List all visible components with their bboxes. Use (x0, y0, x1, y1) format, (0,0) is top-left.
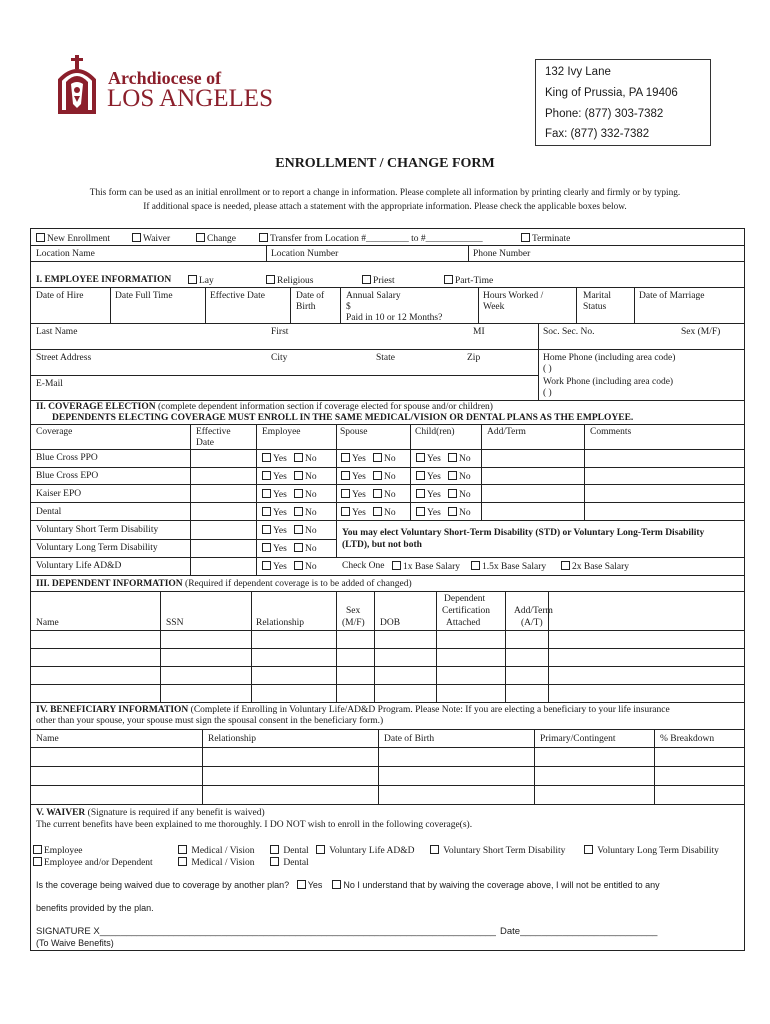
beneficiary-row[interactable] (31, 767, 743, 785)
label: No (304, 544, 317, 554)
marital-label-2: Status (583, 302, 607, 312)
std-ltd-note-2: (LTD), but not both (342, 540, 422, 550)
label: No (304, 454, 317, 464)
col-effective-2: Date (196, 438, 214, 448)
priest-option[interactable] (362, 275, 395, 287)
label: Waiver (143, 234, 171, 244)
yes-no-pair[interactable] (262, 507, 317, 519)
dep-col-cert-1: Dependent (444, 594, 486, 604)
marital-label-1: Marital (583, 291, 611, 301)
label: No (383, 508, 396, 518)
dep-col-name: Name (36, 618, 59, 628)
checkbox[interactable] (294, 525, 303, 534)
checkbox[interactable] (262, 471, 271, 480)
life-2x-option[interactable] (561, 561, 629, 573)
label: Dental (283, 846, 309, 856)
form-title: ENROLLMENT / CHANGE FORM (275, 156, 495, 171)
label: Lay (199, 276, 214, 286)
ssn-field[interactable]: Soc. Sec. No. (543, 327, 595, 337)
beneficiary-row[interactable] (31, 786, 743, 804)
waiver-medvis-emp-option[interactable] (178, 845, 254, 857)
beneficiary-row[interactable] (31, 748, 743, 766)
yes-no-pair[interactable] (341, 507, 396, 519)
yes-no-pair[interactable] (262, 561, 317, 573)
checkbox[interactable] (188, 275, 197, 284)
checkbox[interactable] (341, 489, 350, 498)
checkbox[interactable] (471, 561, 480, 570)
label: No (458, 508, 471, 518)
checkbox[interactable] (294, 561, 303, 570)
label: No (383, 490, 396, 500)
last-name-field[interactable]: Last Name (36, 327, 78, 337)
waiver-statement: The current benefits have been explained to me thoroughly. I DO NOT wish to enroll in the following coverage(s). (36, 820, 473, 830)
label: Yes (352, 472, 366, 482)
salary-label-3: Paid in 10 or 12 Months? (346, 313, 443, 323)
section-3-note: (Required if dependent coverage is to be added of changed) (182, 579, 412, 589)
label: No (383, 454, 396, 464)
section-5-heading (36, 808, 265, 819)
label: No (458, 490, 471, 500)
home-phone-field[interactable]: Home Phone (including area code) (543, 353, 676, 363)
date-of-marriage-field[interactable]: Date of Marriage (639, 291, 705, 301)
work-phone-field[interactable]: Work Phone (including area code) (543, 377, 674, 387)
org-name-line2: LOS ANGELES (107, 85, 273, 112)
dependent-row[interactable] (31, 631, 743, 648)
checkbox[interactable] (294, 471, 303, 480)
address-line-2: King of Prussia, PA 19406 (545, 87, 678, 99)
salary-label-2: $ (346, 302, 351, 312)
question-text: Is the coverage being waived due to coverage by another plan? (36, 880, 290, 890)
dob-label-1: Date of (296, 291, 325, 301)
checkbox[interactable] (448, 453, 457, 462)
yes-no-pair[interactable] (262, 543, 317, 555)
label: Yes (427, 454, 441, 464)
checkbox[interactable] (262, 561, 271, 570)
label: No (383, 472, 396, 482)
ben-col-percent: % Breakdown (660, 734, 715, 744)
yes-no-pair[interactable] (262, 471, 317, 483)
transfer-option[interactable] (259, 233, 483, 245)
waiver-vlife-option[interactable] (316, 845, 415, 857)
yes-no-pair[interactable] (416, 489, 471, 501)
label: Voluntary Long Term Disability (597, 846, 719, 856)
hours-label-2: Week (483, 302, 505, 312)
label: Yes (273, 526, 287, 536)
label: No (304, 562, 317, 572)
checkbox[interactable] (270, 857, 279, 866)
address-fax: Fax: (877) 332-7382 (545, 128, 650, 140)
label: Yes (352, 454, 366, 464)
signature-line[interactable]: SIGNATURE X___________________________________________________________________________ (36, 926, 496, 937)
yes-no-pair[interactable] (341, 453, 396, 465)
yes-no-pair[interactable] (341, 489, 396, 501)
label: Yes (352, 490, 366, 500)
label: No (304, 526, 317, 536)
yes-no-pair[interactable] (262, 525, 317, 537)
ben-col-name: Name (36, 734, 59, 744)
dependent-row[interactable] (31, 649, 743, 666)
dependent-row[interactable] (31, 685, 743, 702)
label: Yes (273, 544, 287, 554)
checkbox[interactable] (561, 561, 570, 570)
dep-col-addterm-2: (A/T) (521, 618, 543, 628)
label: No (304, 472, 317, 482)
phone-number-field[interactable]: Phone Number (473, 249, 531, 259)
label: Medical / Vision (191, 846, 255, 856)
checkbox[interactable] (262, 453, 271, 462)
yes-no-pair[interactable] (262, 453, 317, 465)
label: No (458, 472, 471, 482)
other-plan-tail: benefits provided by the plan. (36, 903, 154, 913)
dep-col-relationship: Relationship (256, 618, 305, 628)
label: Yes (273, 472, 287, 482)
label: Yes (427, 508, 441, 518)
checkbox[interactable] (444, 275, 453, 284)
dep-col-ssn: SSN (166, 618, 184, 628)
checkbox[interactable] (262, 489, 271, 498)
ben-col-relationship: Relationship (208, 734, 257, 744)
waiver-option[interactable] (132, 233, 170, 245)
coverage-row-label: Dental (36, 507, 62, 517)
checkbox[interactable] (132, 233, 141, 242)
section-3-title: III. DEPENDENT INFORMATION (36, 579, 183, 589)
first-name-field[interactable]: First (271, 327, 289, 337)
label: Employee and/or Dependent (44, 858, 153, 868)
check-one-label: Check One (342, 561, 385, 571)
checkbox[interactable] (416, 471, 425, 480)
label: Change (207, 234, 237, 244)
coverage-row-label: Voluntary Life AD&D (36, 561, 122, 571)
date-of-hire-field[interactable]: Date of Hire (36, 291, 84, 301)
section-4-note: (Complete if Enrolling in Voluntary Life/AD&D Program. Please Note: If you are electing a beneficiary to your life insurance (188, 705, 670, 715)
date-line[interactable]: Date__________________________ (500, 926, 658, 937)
label: Employee (44, 846, 83, 856)
section-3-heading (36, 579, 412, 590)
label: Voluntary Life AD&D (329, 846, 415, 856)
yes-no-pair[interactable] (416, 471, 471, 483)
sex-field[interactable]: Sex (M/F) (681, 327, 721, 337)
section-1-title: I. EMPLOYEE INFORMATION (36, 275, 172, 285)
date-full-time-field[interactable]: Date Full Time (115, 291, 173, 301)
label: Yes (307, 880, 323, 890)
label: No (304, 490, 317, 500)
work-phone-paren: ( ) (543, 388, 552, 398)
label: Priest (373, 276, 395, 286)
label: 2x Base Salary (572, 562, 629, 572)
checkbox[interactable] (584, 845, 593, 854)
checkbox[interactable] (373, 489, 382, 498)
col-employee: Employee (262, 427, 301, 437)
address-line-1: 132 Ivy Lane (545, 66, 611, 78)
label: 1x Base Salary (403, 562, 460, 572)
checkbox[interactable] (448, 489, 457, 498)
coverage-row-label: Voluntary Short Term Disability (36, 525, 159, 535)
waiver-dental-dep-option[interactable] (270, 857, 309, 869)
label: New Enrollment (47, 234, 111, 244)
checkbox[interactable] (373, 471, 382, 480)
checkbox[interactable] (392, 561, 401, 570)
label: Part-Time (455, 276, 494, 286)
checkbox[interactable] (266, 275, 275, 284)
checkbox-no[interactable] (332, 880, 341, 889)
dep-col-cert-3: Attached (446, 618, 481, 628)
section-2-note: (complete dependent information section if coverage elected for spouse and/or children) (155, 402, 493, 412)
yes-no-pair[interactable] (262, 489, 317, 501)
checkbox[interactable] (416, 489, 425, 498)
checkbox-yes[interactable] (297, 880, 306, 889)
address-phone: Phone: (877) 303-7382 (545, 108, 664, 120)
parttime-option[interactable] (444, 275, 493, 287)
label: Yes (273, 562, 287, 572)
checkbox[interactable] (430, 845, 439, 854)
ben-col-dob: Date of Birth (384, 734, 435, 744)
terminate-option[interactable] (521, 233, 570, 245)
label: Yes (273, 508, 287, 518)
salary-label-1: Annual Salary (346, 291, 401, 301)
checkbox[interactable] (33, 845, 42, 854)
intro-line-2: If additional space is needed, please attach a statement with the appropriate information. Please check the applicable boxes below. (143, 202, 627, 212)
checkbox[interactable] (294, 489, 303, 498)
new-enrollment-option[interactable] (36, 233, 110, 245)
dob-label-2: Birth (296, 302, 316, 312)
checkbox[interactable] (341, 453, 350, 462)
other-plan-question (36, 880, 660, 891)
col-spouse: Spouse (340, 427, 368, 437)
waiver-dental-emp-option[interactable] (270, 845, 309, 857)
section-4-note-2: other than your spouse, your spouse must sign the spousal consent in the beneficiary form.) (36, 716, 384, 726)
label: No (343, 880, 355, 890)
section-2-title: II. COVERAGE ELECTION (36, 402, 156, 412)
col-effective-1: Effective (196, 427, 231, 437)
col-coverage: Coverage (36, 427, 73, 437)
dependent-row[interactable] (31, 667, 743, 684)
section-5-title: V. WAIVER (36, 808, 86, 818)
zip-field[interactable]: Zip (467, 353, 481, 363)
email-field[interactable]: E-Mail (36, 379, 63, 389)
checkbox[interactable] (270, 845, 279, 854)
waiver-medvis-dep-option[interactable] (178, 857, 254, 869)
waiver-vltd-option[interactable] (584, 845, 719, 857)
waiver-vstd-option[interactable] (430, 845, 565, 857)
dep-col-cert-2: Certification (442, 606, 491, 616)
checkbox[interactable] (262, 507, 271, 516)
dep-col-addterm-1: Add/Term (514, 606, 553, 616)
checkbox[interactable] (362, 275, 371, 284)
change-option[interactable] (196, 233, 236, 245)
dep-col-dob: DOB (380, 618, 401, 628)
location-name-field[interactable]: Location Name (36, 249, 95, 259)
coverage-row-label: Kaiser EPO (36, 489, 82, 499)
org-name-line1: Archdiocese of (108, 68, 222, 88)
coverage-row-label: Blue Cross PPO (36, 453, 98, 463)
checkbox[interactable] (33, 857, 42, 866)
yes-no-pair[interactable] (341, 471, 396, 483)
label: Religious (277, 276, 314, 286)
checkbox[interactable] (373, 453, 382, 462)
yes-no-pair[interactable] (416, 507, 471, 519)
section-4-title: IV. BENEFICIARY INFORMATION (36, 705, 189, 715)
waiver-emp-dep-option[interactable] (33, 857, 153, 869)
label: No (304, 508, 317, 518)
checkbox[interactable] (178, 857, 187, 866)
life-1x-option[interactable] (392, 561, 460, 573)
checkbox[interactable] (262, 525, 271, 534)
label: Yes (352, 508, 366, 518)
label: Terminate (532, 234, 571, 244)
intro-line-1: This form can be used as an initial enrollment or to report a change in information. Please complete all information by printing clearly and firmly or by typing. (89, 188, 681, 198)
label: Dental (283, 858, 309, 868)
col-children: Child(ren) (415, 427, 455, 437)
logo (52, 54, 102, 114)
ben-col-primary-contingent: Primary/Contingent (540, 734, 616, 744)
label: Yes (273, 454, 287, 464)
checkbox[interactable] (262, 543, 271, 552)
street-address-field[interactable]: Street Address (36, 353, 92, 363)
checkbox[interactable] (259, 233, 268, 242)
hours-label-1: Hours Worked / (483, 291, 544, 301)
checkbox[interactable] (416, 453, 425, 462)
coverage-row-label: Blue Cross EPO (36, 471, 99, 481)
checkbox[interactable] (341, 471, 350, 480)
label: Yes (427, 490, 441, 500)
label: Yes (427, 472, 441, 482)
checkbox[interactable] (341, 507, 350, 516)
label: Transfer from Location #_________ to #____________ (270, 234, 483, 244)
label: Medical / Vision (191, 858, 255, 868)
label: Voluntary Short Term Disability (443, 846, 566, 856)
mi-field[interactable]: MI (473, 327, 485, 337)
std-ltd-note-1: You may elect Voluntary Short-Term Disability (STD) or Voluntary Long-Term Disability (342, 528, 705, 538)
section-2-heading (36, 402, 493, 413)
checkbox[interactable] (294, 507, 303, 516)
life-1-5x-option[interactable] (471, 561, 546, 573)
home-phone-paren: ( ) (543, 364, 552, 374)
section-2-subtitle: DEPENDENTS ELECTING COVERAGE MUST ENROLL IN THE SAME MEDICAL/VISION OR DENTAL PLANS AS THE EMPLOYEE. (52, 413, 634, 423)
state-field[interactable]: State (376, 353, 395, 363)
to-waive-benefits: (To Waive Benefits) (36, 938, 114, 948)
checkbox[interactable] (294, 543, 303, 552)
checkbox[interactable] (294, 453, 303, 462)
religious-option[interactable] (266, 275, 313, 287)
label: No (458, 454, 471, 464)
checkbox[interactable] (416, 507, 425, 516)
checkbox[interactable] (316, 845, 325, 854)
label: Yes (273, 490, 287, 500)
label: 1.5x Base Salary (482, 562, 547, 572)
section-5-note: (Signature is required if any benefit is waived) (85, 808, 265, 818)
checkbox[interactable] (448, 507, 457, 516)
col-comments: Comments (590, 427, 632, 437)
coverage-row-label: Voluntary Long Term Disability (36, 543, 158, 553)
col-add-term: Add/Term (487, 427, 526, 437)
lay-option[interactable] (188, 275, 214, 287)
checkbox[interactable] (196, 233, 205, 242)
checkbox[interactable] (373, 507, 382, 516)
effective-date-field[interactable]: Effective Date (210, 291, 265, 301)
city-field[interactable]: City (271, 353, 288, 363)
location-number-field[interactable]: Location Number (271, 249, 339, 259)
checkbox[interactable] (521, 233, 530, 242)
waiver-employee-option[interactable] (33, 845, 83, 857)
checkbox[interactable] (36, 233, 45, 242)
checkbox[interactable] (178, 845, 187, 854)
question-tail: I understand that by waiving the coverage above, I will not be entitled to any (354, 880, 660, 890)
yes-no-pair[interactable] (416, 453, 471, 465)
section-4-heading (36, 705, 670, 716)
dep-col-sex-1: Sex (346, 606, 361, 616)
checkbox[interactable] (448, 471, 457, 480)
dep-col-sex-2: (M/F) (342, 618, 365, 628)
